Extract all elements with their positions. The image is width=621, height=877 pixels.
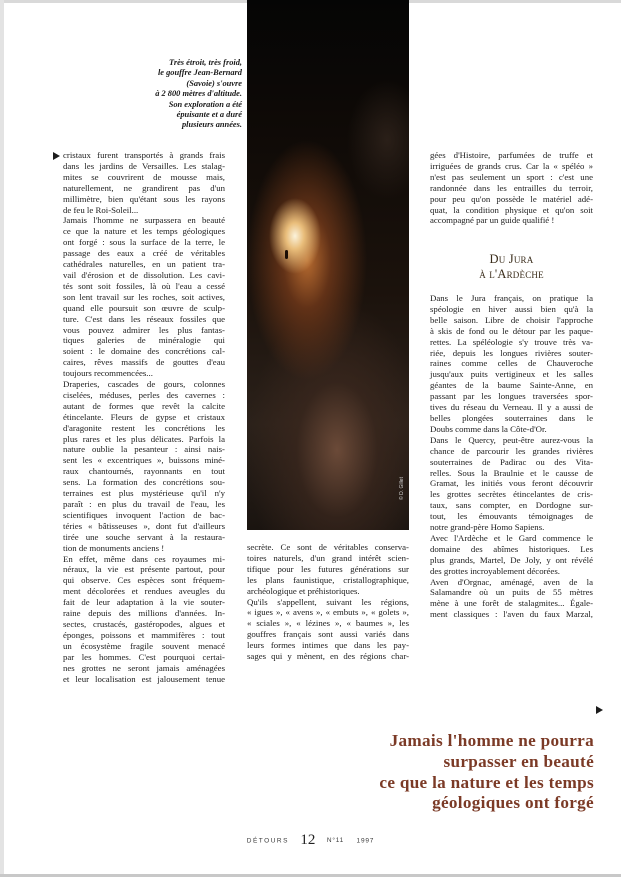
text-line: toires naturels, d'un grand intérêt scien- — [247, 552, 409, 563]
text-line: caires, rêves massifs de gouttes d'eau — [63, 357, 225, 368]
text-line: son lent travail sur les roches, soit actives, — [63, 291, 225, 302]
text-line: cristaux furent transportés à grands frais — [63, 150, 225, 160]
text-line: plus grands, Martel, De Joly, y ont révélé — [430, 554, 593, 565]
pull-quote-line: ce que la nature et les temps — [379, 772, 594, 792]
text-line: Jamais l'homme ne surpassera en beauté — [63, 215, 225, 226]
text-line: téries « bâtisseuses », dont fut d'ailleurs — [63, 520, 225, 531]
text-line: tés sont soit fossiles, là où l'eau a cessé — [63, 280, 225, 291]
text-line: spéologie en hiver aussi bien qu'à la — [430, 303, 593, 314]
photo-caption — [128, 58, 242, 131]
text-line: ciselées, méduses, perles des cavernes : — [63, 389, 225, 400]
text-line: pour peu qu'on possède le matériel adé- — [430, 193, 593, 204]
text-line: gées d'Histoire, parfumées de truffe et — [430, 150, 593, 160]
text-line: à skis de fond ou le détour par les paque- — [430, 325, 593, 336]
text-line: scientifiques invoquent l'action de bac- — [63, 509, 225, 520]
text-line: vail d'érosion et de dissolution. Les cavi- — [63, 269, 225, 280]
subheading-line: à l'Ardèche — [479, 267, 544, 281]
text-line: passage des eaux a créé de véritables — [63, 248, 225, 259]
text-line: par les hommes. C'est pourquoi certai- — [63, 651, 225, 662]
text-line: relles. Sous la Braulnie et le causse de — [430, 467, 593, 478]
text-line: nes grottes ne seront jamais aménagées — [63, 662, 225, 673]
text-line: cathédrales naturelles, en un patient tra- — [63, 259, 225, 270]
text-line: randonnée dans les entrailles du terroir, — [430, 182, 593, 193]
article-column-1 — [63, 150, 225, 684]
text-line: chance de parcourir les grandes rivières — [430, 445, 593, 456]
text-line: accompagné par un guide qualifié ! — [430, 215, 555, 226]
text-line: raines comme celles de Chauveroche — [430, 358, 593, 369]
text-line: « sciales », « lézines », « baumes », les — [247, 618, 409, 629]
text-line: archéologique et préhistoriques. — [247, 585, 360, 596]
text-line: ment classiques : l'aven du faux Marzal, — [430, 609, 593, 620]
text-line: néraux, la vie est présente partout, pour — [63, 564, 225, 575]
photo-credit: © D. Gillet — [399, 477, 405, 500]
caption-line: épuisante et a duré — [176, 110, 242, 120]
text-line: passant par les longues traversées spor- — [430, 391, 593, 402]
text-line: autant de formes que revêt la calcite — [63, 400, 225, 411]
page-edge — [0, 0, 4, 877]
cave-photo — [247, 0, 409, 530]
text-line: Draperies, cascades de gours, colonnes — [63, 379, 225, 390]
text-line: Qu'ils s'appellent, suivant les régions, — [247, 596, 409, 607]
text-line: ce que la nature et les temps géologiques — [63, 226, 225, 237]
text-line: de feu le Roi-Soleil... — [63, 204, 139, 215]
text-line: dans les jardins de Versailles. Les stalag- — [63, 160, 225, 171]
text-line: terraines est plus mystérieuse qu'il n'y — [63, 488, 225, 499]
text-line: sens. La formation des concrétions sou- — [63, 477, 225, 488]
text-line: ont forgé : sous la surface de la terre, le — [63, 237, 225, 248]
caption-line: Très étroit, très froid, — [169, 58, 242, 67]
article-column-2 — [247, 542, 409, 662]
text-line: sent les « excentriques », buissons miné- — [63, 455, 225, 466]
page-footer — [0, 832, 621, 850]
text-line: n'est pas seulement un sport : c'est une — [430, 171, 593, 182]
article-column-3-bottom — [430, 293, 593, 620]
text-line: belle saison. Libre de choisir l'approche — [430, 314, 593, 325]
text-line: Avec l'Ardèche et le Gard commence le — [430, 532, 593, 543]
text-line: irriguées de grands crus. Car la « spéléo » — [430, 160, 593, 171]
subheading-line: Du Jura — [489, 252, 534, 266]
text-line: Gramat, les initiés vous feront découvrir — [430, 478, 593, 489]
text-line: millimètre, bien qu'étant sous les rayons — [63, 193, 225, 204]
caption-line: Son exploration a été — [168, 99, 242, 109]
caption-line: plusieurs années. — [181, 120, 242, 130]
text-line: quand elle poursuit son œuvre de sculp- — [63, 302, 225, 313]
caption-line: (Savoie) s'ouvre — [186, 78, 242, 88]
continue-arrow-icon — [596, 706, 603, 714]
text-line: tifique pour les futures générations sur — [247, 563, 409, 574]
text-line: domaine des abîmes historiques. Les — [430, 543, 593, 554]
text-line: ment décolorées et rendues aveugles du — [63, 586, 225, 597]
magazine-name: DÉTOURS — [246, 837, 289, 845]
text-line: mène à une forêt de stalagmites... Égale- — [430, 598, 593, 609]
text-line: naturellement, ne grandirent pas d'un — [63, 182, 225, 193]
text-line: mites se couvrirent de mousse mais, — [63, 171, 225, 182]
text-line: et leur localisation est jalousement tenue — [63, 673, 225, 684]
text-line: taux, sans compter, en Dordogne sur- — [430, 500, 593, 511]
text-line: raux chantournés, rayonnants en tout — [63, 466, 225, 477]
text-line: les grottes secrètes étincelantes de cris- — [430, 489, 593, 500]
text-line: jusqu'aux puits vertigineux et les salles — [430, 369, 593, 380]
text-line: Dans le Jura français, on pratique la — [430, 293, 593, 303]
pull-quote-line: Jamais l'homme ne pourra — [389, 731, 594, 750]
text-line: Doubs comme dans la Côte-d'Or. — [430, 423, 547, 434]
text-line: secrète. Ce sont de véritables conserva- — [247, 542, 409, 552]
text-line: fait de leur adaptation à la vie souter- — [63, 597, 225, 608]
text-line: soient : le domaine des concrétions cal- — [63, 346, 225, 357]
text-line: belles plongées souterraines dans le — [430, 412, 593, 423]
text-line: toujours recommencées... — [63, 368, 153, 379]
text-line: tion de monuments anciens ! — [63, 542, 165, 553]
text-line: vous pouvez admirer les plus fantas- — [63, 324, 225, 335]
text-line: En effet, même dans ces royaumes mi- — [63, 553, 225, 564]
text-line: paraît : en plus du travail de l'eau, les — [63, 499, 225, 509]
text-line: d'aragonite restent les concrétions les — [63, 422, 225, 433]
text-line: un écosystème fragile souvent menacé — [63, 640, 225, 651]
text-line: Aven d'Orgnac, aménagé, aven de la — [430, 576, 593, 587]
text-line: qui observe. Ces espèces sont fréquem- — [63, 575, 225, 586]
caver-silhouette — [285, 250, 288, 259]
text-line: sages qui y mènent, en des régions char- — [247, 651, 409, 662]
text-line: riée, depuis les longues rivières souter- — [430, 347, 593, 358]
text-line: « igues », « avens », « embuts », « golets », — [247, 607, 409, 618]
pull-quote — [250, 731, 594, 814]
text-line: quat, la condition physique et qu'on soit — [430, 204, 593, 215]
article-column-3-top — [430, 150, 593, 226]
text-line: gouffres français sont aussi variés dans — [247, 629, 409, 640]
text-line: tives du réseau du Verneau. Il y a aussi de — [430, 402, 593, 413]
text-line: tout, les émouvants témoignages de — [430, 511, 593, 522]
caption-line: à 2 800 mètres d'altitude. — [155, 89, 242, 99]
text-line: rettes. La spéléologie s'y trouve très va- — [430, 336, 593, 347]
text-line: nature oublie la pesanteur : ainsi nais- — [63, 444, 225, 455]
pull-quote-line: surpasser en beauté — [443, 751, 594, 771]
continued-arrow-icon — [53, 152, 60, 160]
section-subheading — [430, 252, 593, 282]
text-line: raine depuis des millions d'années. In- — [63, 608, 225, 619]
text-line: souterraines de Padirac ou des Vita- — [430, 456, 593, 467]
text-line: plus rares et les plus délicates. Parfois la — [63, 433, 225, 444]
text-line: des grottes incroyablement décorées. — [430, 565, 560, 576]
text-line: tiques galeries de minéralogie qui — [63, 335, 225, 346]
text-line: sectes, crustacés, gastéropodes, algues et — [63, 618, 225, 629]
text-line: éponges, poissons et mammifères : tout — [63, 629, 225, 640]
text-line: Dans le Quercy, peut-être aurez-vous la — [430, 434, 593, 445]
text-line: leurs formes intimes que dans les pay- — [247, 640, 409, 651]
page-number: 12 — [300, 832, 316, 849]
issue-number: N°11 — [326, 837, 345, 845]
text-line: les plans faunistique, cristallographique, — [247, 574, 409, 585]
pull-quote-line: géologiques ont forgé — [432, 793, 594, 813]
text-line: géantes de la baume Sainte-Anne, en — [430, 380, 593, 391]
text-line: notre grand-père Homo Sapiens. — [430, 522, 545, 533]
caption-line: le gouffre Jean-Bernard — [157, 68, 242, 78]
text-line: tirée une souche servant à la restaura- — [63, 531, 225, 542]
text-line: ture. C'est dans les réseaux fossiles que — [63, 313, 225, 324]
text-line: étincelante. Fleurs de gypse et cristaux — [63, 411, 225, 422]
issue-year: 1997 — [356, 837, 375, 845]
text-line: Salamandre où un puits de 55 mètres — [430, 587, 593, 598]
